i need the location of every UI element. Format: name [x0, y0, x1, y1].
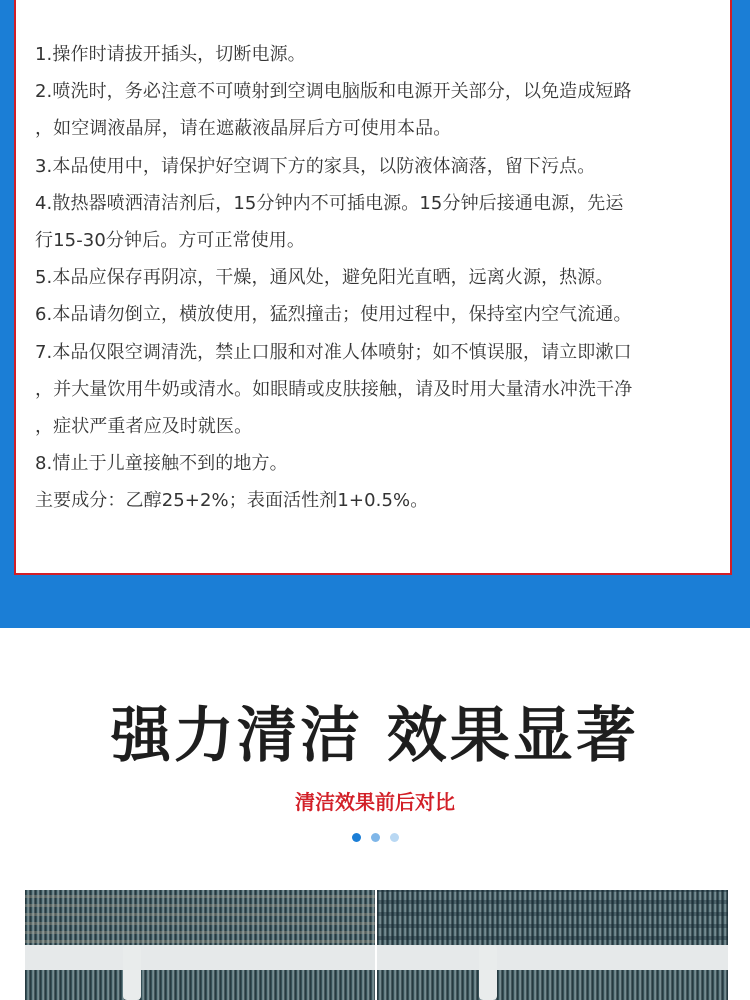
- after-cleaning-photo: [377, 890, 728, 1000]
- frame-bar: [25, 945, 375, 970]
- carousel-indicator: [0, 833, 750, 842]
- notice-line-1: 1.操作时请拔开插头，切断电源。: [35, 44, 306, 65]
- clean-coil-shading: [377, 890, 728, 952]
- coil-fins-lower: [25, 970, 375, 1000]
- frame-bar: [377, 945, 728, 970]
- notice-line-5: 5.本品应保存再阴凉，干燥，通风处，避免阳光直晒，远离火源，热源。: [35, 267, 614, 289]
- coil-fins-lower: [377, 970, 728, 1000]
- usage-notice-panel: [14, 0, 732, 575]
- notice-line-7: 7.本品仅限空调清洗，禁止口服和对准人体喷射；如不慎误服，请立即漱口: [35, 341, 632, 363]
- notice-line-7-cont-a: ，并大量饮用牛奶或清水。如眼睛或皮肤接触，请及时用大量清水冲洗干净: [35, 378, 633, 400]
- frame-post: [123, 945, 141, 1000]
- notice-line-2-cont: ，如空调液晶屏，请在遮蔽液晶屏后方可使用本品。: [35, 118, 452, 140]
- frame-post: [479, 945, 497, 1000]
- ingredients-line: 主要成分：乙醇25+2%；表面活性剂1+0.5%。: [35, 490, 429, 512]
- section-headline: 强力清洁 效果显著: [111, 701, 639, 771]
- notice-line-6: 6.本品请勿倒立，横放使用，猛烈撞击；使用过程中，保持室内空气流通。: [35, 304, 632, 326]
- carousel-dot-2[interactable]: [371, 833, 380, 842]
- notice-line-8: 8.情止于儿童接触不到的地方。: [35, 453, 288, 475]
- section-subheadline: 清洁效果前后对比: [295, 790, 455, 814]
- carousel-dot-3[interactable]: [390, 833, 399, 842]
- notice-line-2: 2.喷洗时，务必注意不可喷射到空调电脑版和电源开关部分，以免造成短路: [35, 81, 632, 103]
- usage-notice-list: [35, 36, 735, 520]
- notice-line-7-cont-b: ，症状严重者应及时就医。: [35, 416, 253, 438]
- notice-line-4-cont: 行15-30分钟后。方可正常使用。: [35, 230, 306, 252]
- carousel-dot-1[interactable]: [352, 833, 361, 842]
- dust-layer: [25, 890, 375, 952]
- notice-line-4: 4.散热器喷洒清洁剂后，15分钟内不可插电源。15分钟后接通电源，先运: [35, 192, 624, 214]
- notice-line-3: 3.本品使用中，请保护好空调下方的家具，以防液体滴落，留下污点。: [35, 155, 596, 177]
- before-cleaning-photo: [25, 890, 375, 1000]
